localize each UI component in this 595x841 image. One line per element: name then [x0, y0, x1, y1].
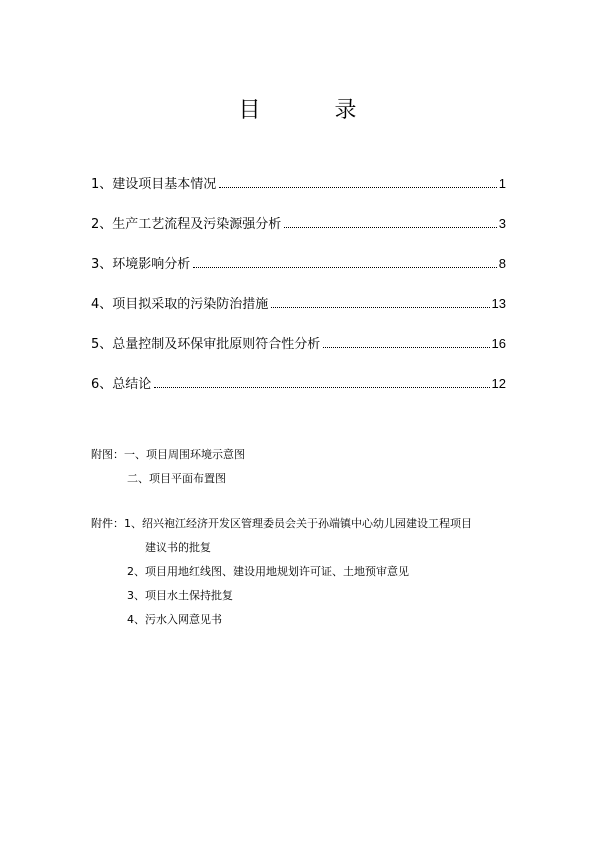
toc-entry-label: 2、生产工艺流程及污染源强分析	[91, 217, 282, 232]
attachments-prefix: 附件：	[91, 517, 124, 530]
toc-leader-dots	[284, 227, 496, 228]
figure-item-label: 二、项目平面布置图	[127, 472, 226, 485]
toc-entry-page: 8	[498, 256, 506, 271]
toc-leader-dots	[271, 307, 489, 308]
toc-entry-label: 5、总量控制及环保审批原则符合性分析	[91, 337, 321, 352]
toc-entry-page: 12	[491, 376, 506, 391]
attachment-item: 2、项目用地红线图、建设用地规划许可证、土地预审意见	[127, 565, 409, 578]
toc-entry-5[interactable]	[91, 334, 506, 374]
toc-leader-dots	[323, 347, 489, 348]
toc-entry-page: 16	[491, 336, 506, 351]
attachment-item: 3、项目水土保持批复	[127, 589, 233, 602]
attachment-item	[91, 512, 511, 536]
toc-entry-label: 3、环境影响分析	[91, 257, 191, 272]
attachment-item-continuation: 建议书的批复	[145, 541, 211, 554]
toc-leader-dots	[193, 267, 496, 268]
toc-entry-label: 6、总结论	[91, 377, 152, 392]
toc-leader-dots	[219, 187, 496, 188]
figure-item-label: 一、项目周围环境示意图	[124, 448, 245, 461]
attachment-item: 4、污水入网意见书	[127, 613, 222, 626]
toc-entry-label: 1、建设项目基本情况	[91, 177, 217, 192]
figure-item	[91, 443, 245, 467]
toc-entry-page: 3	[498, 216, 506, 231]
table-of-contents	[91, 174, 506, 414]
figure-item	[91, 467, 245, 491]
attachments-list	[91, 512, 511, 632]
toc-entry-6[interactable]	[91, 374, 506, 414]
toc-leader-dots	[154, 387, 489, 388]
page-title: 目 录	[238, 98, 383, 123]
toc-entry-3[interactable]	[91, 254, 506, 294]
toc-entry-1[interactable]	[91, 174, 506, 214]
attachment-item-label: 1、绍兴袍江经济开发区管理委员会关于孙端镇中心幼儿园建设工程项目	[124, 517, 472, 530]
toc-entry-4[interactable]	[91, 294, 506, 334]
toc-entry-label: 4、项目拟采取的污染防治措施	[91, 297, 269, 312]
figures-prefix: 附图：	[91, 448, 124, 461]
toc-entry-2[interactable]	[91, 214, 506, 254]
figures-list	[91, 443, 245, 491]
toc-entry-page: 13	[491, 296, 506, 311]
toc-entry-page: 1	[498, 176, 506, 191]
